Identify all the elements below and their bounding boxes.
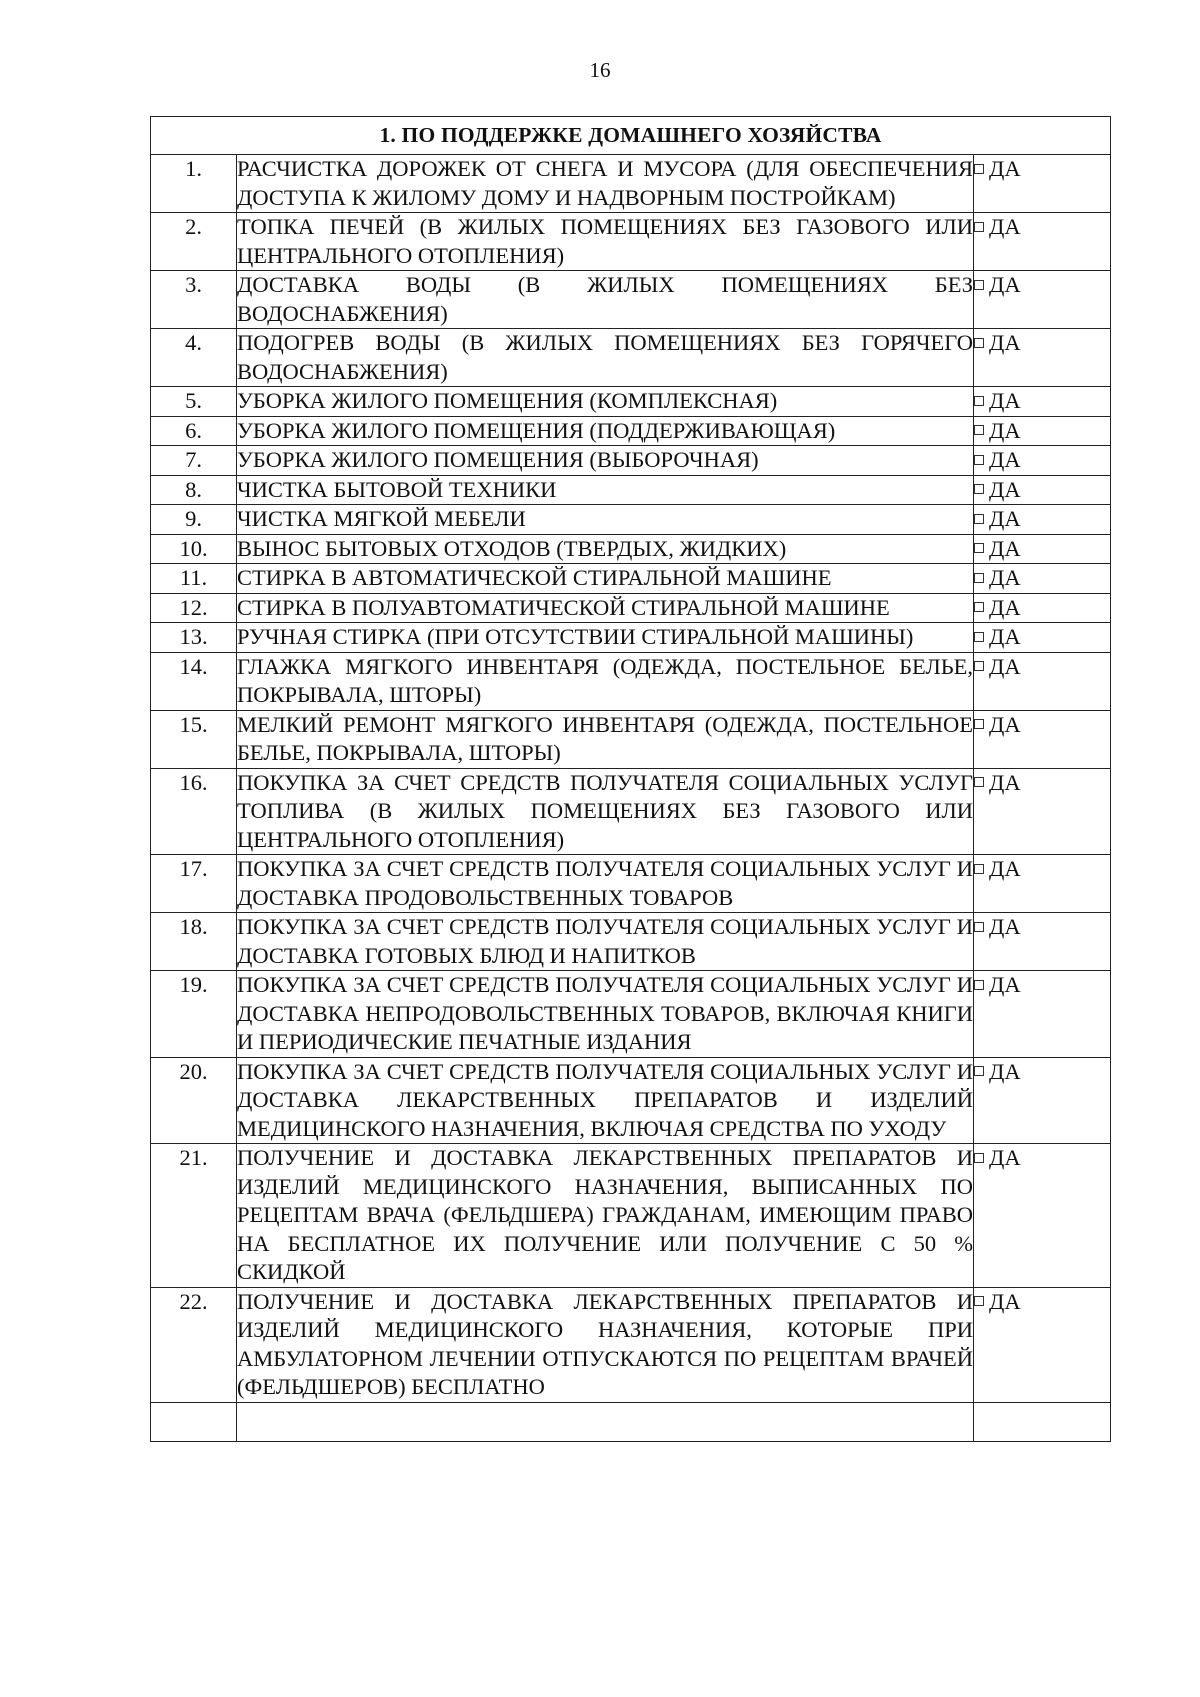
- section-title: 1. ПО ПОДДЕРЖКЕ ДОМАШНЕГО ХОЗЯЙСТВА: [151, 117, 1111, 155]
- yes-option[interactable]: [974, 1057, 1111, 1144]
- yes-option[interactable]: [974, 564, 1111, 594]
- yes-label: ДА: [989, 156, 1021, 181]
- table-row: [151, 564, 1111, 594]
- item-description: ГЛАЖКА МЯГКОГО ИНВЕНТАРЯ (ОДЕЖДА, ПОСТЕЛЬНОЕ БЕЛЬЕ, ПОКРЫВАЛА, ШТОРЫ): [237, 652, 974, 710]
- checkbox-icon[interactable]: [974, 632, 984, 642]
- checkbox-icon[interactable]: [974, 484, 984, 494]
- yes-label: ДА: [989, 506, 1021, 531]
- checkbox-icon[interactable]: [974, 455, 984, 465]
- yes-label: ДА: [989, 653, 1021, 679]
- table-row: [151, 1057, 1111, 1144]
- item-number: 8.: [151, 475, 237, 505]
- checkbox-icon[interactable]: [974, 425, 984, 435]
- yes-label: ДА: [989, 1058, 1021, 1084]
- yes-label: ДА: [989, 272, 1021, 297]
- table-row: [151, 213, 1111, 271]
- checkbox-icon[interactable]: [974, 514, 984, 524]
- item-number: 4.: [151, 329, 237, 387]
- table-row-continuation: [151, 1402, 1111, 1441]
- table-row: [151, 416, 1111, 446]
- checkbox-icon[interactable]: [974, 164, 984, 174]
- yes-label: ДА: [989, 330, 1021, 355]
- table-row: [151, 475, 1111, 505]
- item-number: 18.: [151, 913, 237, 971]
- yes-option[interactable]: [974, 710, 1111, 768]
- yes-option[interactable]: [974, 1144, 1111, 1288]
- item-number: 6.: [151, 416, 237, 446]
- yes-option[interactable]: [974, 1287, 1111, 1402]
- item-number: 12.: [151, 593, 237, 623]
- checkbox-icon[interactable]: [974, 661, 984, 671]
- checkbox-icon[interactable]: [974, 280, 984, 290]
- table-row: [151, 155, 1111, 213]
- table-row: [151, 534, 1111, 564]
- table-row: [151, 971, 1111, 1058]
- table-row: [151, 768, 1111, 855]
- item-number: 13.: [151, 623, 237, 653]
- checkbox-icon[interactable]: [974, 719, 984, 729]
- table-row: [151, 1287, 1111, 1402]
- item-number: 19.: [151, 971, 237, 1058]
- table-row: [151, 913, 1111, 971]
- yes-label: ДА: [989, 594, 1021, 620]
- yes-label: ДА: [989, 447, 1021, 472]
- item-description: ПОКУПКА ЗА СЧЕТ СРЕДСТВ ПОЛУЧАТЕЛЯ СОЦИАЛЬНЫХ УСЛУГ И ДОСТАВКА НЕПРОДОВОЛЬСТВЕННЫХ ТОВАРОВ, ВКЛЮЧАЯ КНИГИ И ПЕРИОДИЧЕСКИЕ ПЕЧАТНЫЕ ИЗДАНИЯ: [237, 971, 974, 1058]
- checkbox-icon[interactable]: [974, 980, 984, 990]
- yes-option[interactable]: [974, 213, 1111, 271]
- yes-label: ДА: [989, 856, 1021, 881]
- item-description: ПОЛУЧЕНИЕ И ДОСТАВКА ЛЕКАРСТВЕННЫХ ПРЕПАРАТОВ И ИЗДЕЛИЙ МЕДИЦИНСКОГО НАЗНАЧЕНИЯ, КОТОРЫЕ ПРИ АМБУЛАТОРНОМ ЛЕЧЕНИИ ОТПУСКАЮТСЯ ПО РЕЦЕПТАМ ВРАЧЕЙ (ФЕЛЬДШЕРОВ) БЕСПЛАТНО: [237, 1287, 974, 1402]
- table-row: [151, 329, 1111, 387]
- yes-option[interactable]: [974, 475, 1111, 505]
- item-number: 10.: [151, 534, 237, 564]
- table-row: [151, 387, 1111, 417]
- yes-label: ДА: [989, 1145, 1021, 1170]
- table-row: [151, 855, 1111, 913]
- checkbox-icon[interactable]: [974, 338, 984, 348]
- item-number: 16.: [151, 768, 237, 855]
- filler-name: [237, 1402, 974, 1441]
- item-number: 11.: [151, 564, 237, 594]
- item-number: 15.: [151, 710, 237, 768]
- yes-label: ДА: [989, 476, 1021, 502]
- item-number: 1.: [151, 155, 237, 213]
- table-row: [151, 505, 1111, 535]
- yes-option[interactable]: [974, 623, 1111, 653]
- filler-mark: [974, 1402, 1111, 1441]
- yes-option[interactable]: [974, 971, 1111, 1058]
- item-description: ПОКУПКА ЗА СЧЕТ СРЕДСТВ ПОЛУЧАТЕЛЯ СОЦИАЛЬНЫХ УСЛУГ ТОПЛИВА (В ЖИЛЫХ ПОМЕЩЕНИЯХ БЕЗ ГАЗОВОГО ИЛИ ЦЕНТРАЛЬНОГО ОТОПЛЕНИЯ): [237, 768, 974, 855]
- checkbox-icon[interactable]: [974, 602, 984, 612]
- yes-label: ДА: [989, 769, 1021, 795]
- yes-option[interactable]: [974, 155, 1111, 213]
- yes-option[interactable]: [974, 593, 1111, 623]
- item-description: ВЫНОС БЫТОВЫХ ОТХОДОВ (ТВЕРДЫХ, ЖИДКИХ): [237, 534, 974, 564]
- item-number: 9.: [151, 505, 237, 535]
- item-description: УБОРКА ЖИЛОГО ПОМЕЩЕНИЯ (ПОДДЕРЖИВАЮЩАЯ): [237, 416, 974, 446]
- checkbox-icon[interactable]: [974, 573, 984, 583]
- yes-label: ДА: [989, 914, 1021, 939]
- item-description: ЧИСТКА МЯГКОЙ МЕБЕЛИ: [237, 505, 974, 535]
- yes-label: ДА: [989, 711, 1021, 737]
- yes-option[interactable]: [974, 387, 1111, 417]
- table-row: [151, 652, 1111, 710]
- table-row: [151, 271, 1111, 329]
- services-table: [150, 116, 1111, 1442]
- page-number: 16: [589, 58, 611, 82]
- table-row: [151, 446, 1111, 476]
- checkbox-icon[interactable]: [974, 396, 984, 406]
- checkbox-icon[interactable]: [974, 1296, 984, 1306]
- item-description: РАСЧИСТКА ДОРОЖЕК ОТ СНЕГА И МУСОРА (ДЛЯ ОБЕСПЕЧЕНИЯ ДОСТУПА К ЖИЛОМУ ДОМУ И НАДВОРНЫМ ПОСТРОЙКАМ): [237, 155, 974, 213]
- item-description: ПОКУПКА ЗА СЧЕТ СРЕДСТВ ПОЛУЧАТЕЛЯ СОЦИАЛЬНЫХ УСЛУГ И ДОСТАВКА ПРОДОВОЛЬСТВЕННЫХ ТОВАРОВ: [237, 855, 974, 913]
- item-number: 21.: [151, 1144, 237, 1288]
- item-number: 14.: [151, 652, 237, 710]
- section-header-row: [151, 117, 1111, 155]
- yes-option[interactable]: [974, 416, 1111, 446]
- checkbox-icon[interactable]: [974, 864, 984, 874]
- checkbox-icon[interactable]: [974, 1066, 984, 1076]
- item-number: 7.: [151, 446, 237, 476]
- yes-option[interactable]: [974, 534, 1111, 564]
- yes-option[interactable]: [974, 913, 1111, 971]
- yes-option[interactable]: [974, 446, 1111, 476]
- yes-option[interactable]: [974, 271, 1111, 329]
- item-description: СТИРКА В ПОЛУАВТОМАТИЧЕСКОЙ СТИРАЛЬНОЙ МАШИНЕ: [237, 593, 974, 623]
- yes-option[interactable]: [974, 329, 1111, 387]
- item-description: ПОКУПКА ЗА СЧЕТ СРЕДСТВ ПОЛУЧАТЕЛЯ СОЦИАЛЬНЫХ УСЛУГ И ДОСТАВКА ГОТОВЫХ БЛЮД И НАПИТКОВ: [237, 913, 974, 971]
- checkbox-icon[interactable]: [974, 922, 984, 932]
- item-description: МЕЛКИЙ РЕМОНТ МЯГКОГО ИНВЕНТАРЯ (ОДЕЖДА, ПОСТЕЛЬНОЕ БЕЛЬЕ, ПОКРЫВАЛА, ШТОРЫ): [237, 710, 974, 768]
- yes-option[interactable]: [974, 505, 1111, 535]
- item-description: СТИРКА В АВТОМАТИЧЕСКОЙ СТИРАЛЬНОЙ МАШИНЕ: [237, 564, 974, 594]
- item-description: ПОЛУЧЕНИЕ И ДОСТАВКА ЛЕКАРСТВЕННЫХ ПРЕПАРАТОВ И ИЗДЕЛИЙ МЕДИЦИНСКОГО НАЗНАЧЕНИЯ, ВЫПИСАННЫХ ПО РЕЦЕПТАМ ВРАЧА (ФЕЛЬДШЕРА) ГРАЖДАНАМ, ИМЕЮЩИМ ПРАВО НА БЕСПЛАТНОЕ ИХ ПОЛУЧЕНИЕ ИЛИ ПОЛУЧЕНИЕ С 50 % СКИДКОЙ: [237, 1144, 974, 1288]
- filler-num: [151, 1402, 237, 1441]
- yes-label: ДА: [989, 565, 1021, 590]
- yes-option[interactable]: [974, 855, 1111, 913]
- item-number: 3.: [151, 271, 237, 329]
- yes-label: ДА: [989, 972, 1021, 997]
- item-number: 22.: [151, 1287, 237, 1402]
- checkbox-icon[interactable]: [974, 543, 984, 553]
- yes-label: ДА: [989, 624, 1021, 649]
- yes-option[interactable]: [974, 652, 1111, 710]
- item-description: ПОКУПКА ЗА СЧЕТ СРЕДСТВ ПОЛУЧАТЕЛЯ СОЦИАЛЬНЫХ УСЛУГ И ДОСТАВКА ЛЕКАРСТВЕННЫХ ПРЕПАРАТОВ И ИЗДЕЛИЙ МЕДИЦИНСКОГО НАЗНАЧЕНИЯ, ВКЛЮЧАЯ СРЕДСТВА ПО УХОДУ: [237, 1057, 974, 1144]
- table-row: [151, 593, 1111, 623]
- item-description: УБОРКА ЖИЛОГО ПОМЕЩЕНИЯ (КОМПЛЕКСНАЯ): [237, 387, 974, 417]
- checkbox-icon[interactable]: [974, 222, 984, 232]
- item-number: 17.: [151, 855, 237, 913]
- table-row: [151, 623, 1111, 653]
- yes-label: ДА: [989, 535, 1021, 561]
- table-row: [151, 710, 1111, 768]
- item-number: 20.: [151, 1057, 237, 1144]
- item-number: 5.: [151, 387, 237, 417]
- yes-label: ДА: [989, 417, 1021, 443]
- item-description: РУЧНАЯ СТИРКА (ПРИ ОТСУТСТВИИ СТИРАЛЬНОЙ МАШИНЫ): [237, 623, 974, 653]
- item-description: УБОРКА ЖИЛОГО ПОМЕЩЕНИЯ (ВЫБОРОЧНАЯ): [237, 446, 974, 476]
- checkbox-icon[interactable]: [974, 1153, 984, 1163]
- item-description: ЧИСТКА БЫТОВОЙ ТЕХНИКИ: [237, 475, 974, 505]
- yes-option[interactable]: [974, 768, 1111, 855]
- item-description: ТОПКА ПЕЧЕЙ (В ЖИЛЫХ ПОМЕЩЕНИЯХ БЕЗ ГАЗОВОГО ИЛИ ЦЕНТРАЛЬНОГО ОТОПЛЕНИЯ): [237, 213, 974, 271]
- table-row: [151, 1144, 1111, 1288]
- item-number: 2.: [151, 213, 237, 271]
- item-description: ПОДОГРЕВ ВОДЫ (В ЖИЛЫХ ПОМЕЩЕНИЯХ БЕЗ ГОРЯЧЕГО ВОДОСНАБЖЕНИЯ): [237, 329, 974, 387]
- yes-label: ДА: [989, 1288, 1021, 1314]
- item-description: ДОСТАВКА ВОДЫ (В ЖИЛЫХ ПОМЕЩЕНИЯХ БЕЗ ВОДОСНАБЖЕНИЯ): [237, 271, 974, 329]
- checkbox-icon[interactable]: [974, 777, 984, 787]
- yes-label: ДА: [989, 388, 1021, 413]
- yes-label: ДА: [989, 214, 1021, 239]
